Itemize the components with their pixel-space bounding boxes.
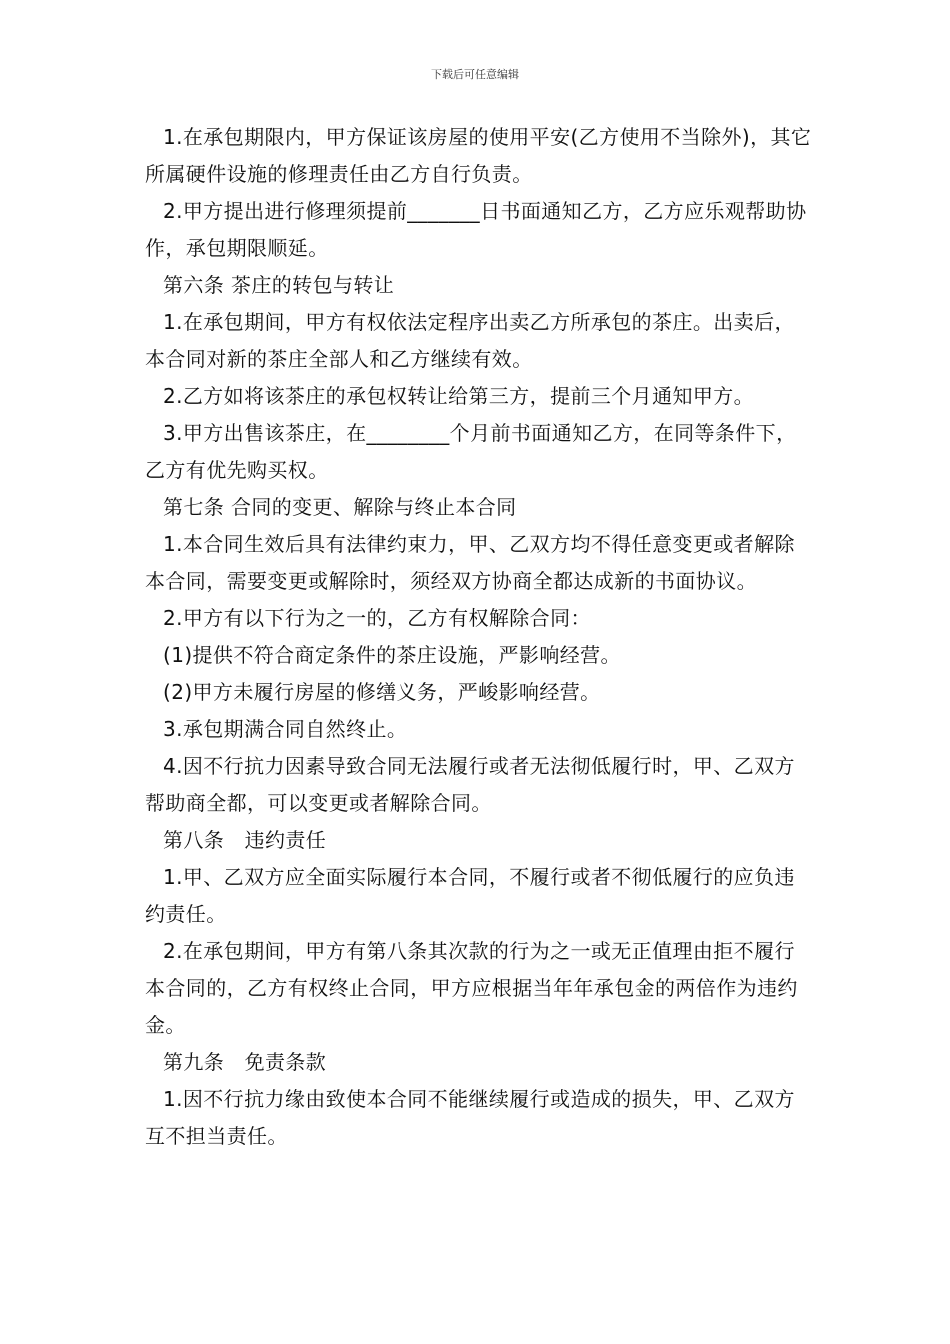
clause-paragraph: 2.在承包期间，甲方有第八条其次款的行为之一或无正值理由拒不履行本合同的，乙方有权终止合同，甲方应根据当年年承包金的两倍作为违约金。 <box>145 939 798 1037</box>
clause-paragraph: 3.承包期满合同自然终止。 <box>163 717 408 741</box>
clause-paragraph: 1.甲、乙双方应全面实际履行本合同，不履行或者不彻低履行的应负违约责任。 <box>145 865 795 926</box>
clause-paragraph: 2.甲方有以下行为之一的，乙方有权解除合同： <box>163 606 591 630</box>
clause-paragraph: 2.乙方如将该茶庄的承包权转让给第三方，提前三个月通知甲方。 <box>163 384 755 408</box>
clause-paragraph: 1.因不行抗力缘由致使本合同不能继续履行或造成的损失，甲、乙双方互不担当责任。 <box>145 1087 795 1148</box>
page-header-note: 下载后可任意编辑 <box>431 68 519 81</box>
clause-paragraph: 4.因不行抗力因素导致合同无法履行或者无法彻低履行时，甲、乙双方帮助商全都，可以变更或者解除合同。 <box>145 754 795 815</box>
contract-body <box>145 119 815 1155</box>
clause-paragraph: 2.甲方提出进行修理须提前_______日书面通知乙方，乙方应乐观帮助协作，承包期限顺延。 <box>145 199 807 260</box>
clause-paragraph: 3.甲方出售该茶庄，在________个月前书面通知乙方，在同等条件下，乙方有优先购买权。 <box>145 421 797 482</box>
article-heading: 第九条 免责条款 <box>163 1050 327 1074</box>
article-heading: 第八条 违约责任 <box>163 828 327 852</box>
clause-paragraph: 1.在承包期限内，甲方保证该房屋的使用平安(乙方使用不当除外)，其它所属硬件设施的修理责任由乙方自行负责。 <box>145 125 812 186</box>
article-heading: 第七条 合同的变更、解除与终止本合同 <box>163 495 517 519</box>
article-heading: 第六条 茶庄的转包与转让 <box>163 273 395 297</box>
clause-paragraph: 1.在承包期间，甲方有权依法定程序出卖乙方所承包的茶庄。出卖后，本合同对新的茶庄全部人和乙方继续有效。 <box>145 310 795 371</box>
sub-clause-paragraph: (1)提供不符合商定条件的茶庄设施，严影响经营。 <box>163 643 621 667</box>
sub-clause-paragraph: (2)甲方未履行房屋的修缮义务，严峻影响经营。 <box>163 680 601 704</box>
clause-paragraph: 1.本合同生效后具有法律约束力，甲、乙双方均不得任意变更或者解除本合同，需要变更或解除时，须经双方协商全都达成新的书面协议。 <box>145 532 795 593</box>
